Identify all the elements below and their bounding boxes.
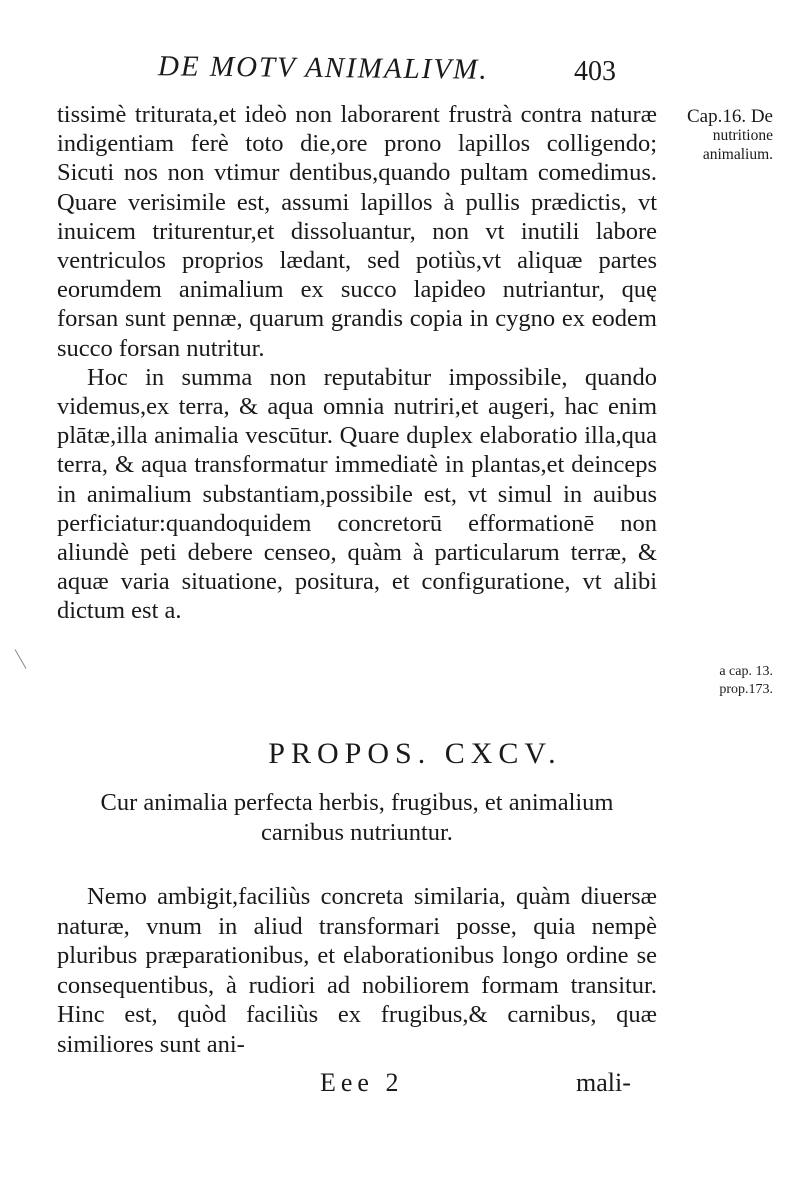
page-number: 403 (574, 56, 616, 87)
proposition-heading: PROPOS. CXCV. (268, 737, 562, 770)
margin-note-line: nutritione (712, 127, 773, 144)
running-title: DE MOTV ANIMALIVM. (157, 50, 489, 86)
margin-note-reference (665, 663, 773, 699)
paragraph: Nemo ambigit,faciliùs concreta similaria, quàm diuersæ naturæ, vnum in aliud transformari posse, quia nempè pluribus præparationibus, et elaborationibus longo ordine se consequentibus, à rudiori ad nobiliorem formam transitur. Hinc est, quòd faciliùs ex frugibus,& carnibus, quæ similiores sunt ani- (57, 883, 657, 1058)
page-header (0, 50, 800, 90)
margin-note-line: animalium. (702, 146, 773, 163)
main-text (57, 100, 657, 626)
proposition-subtitle: Cur animalia perfecta herbis, frugibus, et animalium carnibus nutriuntur. (100, 789, 614, 846)
paragraph: tissimè triturata,et ideò non laborarent frustrà contra naturæ indigentiam ferè toto die,ore prono lapillos colligendo; Sicuti nos non vtimur dentibus,quando pultam comedimus. Quare verisimile est, assumi lapillos à pullis prædictis, vt inuicem triturentur,et dissoluantur, non vt inutili labore ventriculos proprios lædant, sed potiùs,vt aliquæ partes eorumdem animalium ex succo lapideo nutriantur, quę forsan sunt pennæ, quarum grandis copia in cygno ex eodem succo forsan nutritur. (57, 101, 657, 362)
margin-mark (15, 649, 27, 669)
page-footer (0, 1068, 800, 1102)
catchword: mali- (576, 1068, 631, 1097)
margin-note-line: a cap. 13. (719, 664, 773, 679)
signature-mark: Eee 2 (320, 1068, 404, 1097)
paragraph: Hoc in summa non reputabitur impossibile, quando videmus,ex terra, & aqua omnia nutriri,et augeri, hac enim plātæ,illa animalia vescūtur. Quare duplex elaboratio illa,qua terra, & aqua transformatur immediatè in plantas,et deinceps in animalium substantiam,possibile est, vt simul in auibus perficiatur:quandoquidem concretorū efformationē non aliundè peti debere censeo, quàm à particularum terræ, & aquæ varia situatione, positura, et configuratione, vt alibi dictum est a. (57, 363, 657, 625)
margin-note-line: Cap.16. De (686, 106, 773, 127)
margin-note-line: prop.173. (719, 682, 773, 697)
margin-note (665, 107, 773, 164)
proposition-text (57, 882, 657, 1059)
